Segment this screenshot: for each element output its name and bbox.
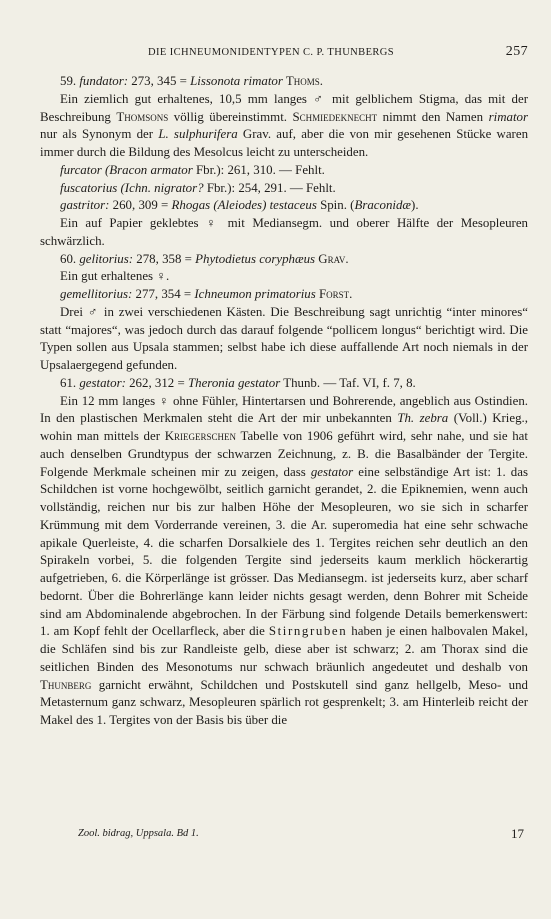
entry-gemellitorius [40, 286, 528, 304]
author-name: Forst. [315, 287, 353, 301]
species-name: fundator: [79, 74, 129, 88]
reference: 260, 309 = [109, 198, 172, 213]
author-name: Kriegerschen [164, 429, 237, 443]
text: eine selbständige Art ist: 1. das Schildchen ist vorne hochgewölbt, seitlich garnicht gerandet, 2. die Epiknemien, wenn auch vollständig, reichen nur bis zur halben Höhe der Mesopleuren, wo sie sich in scharfer Krümmung mit dem Vorderrande vereinen, 3. die Ar. superomedia hat eine sehr schwache apikale Querleiste, 4. die scharfen Dorsalkiele des 1. Tergites reichen sehr deutlich an den Spirakeln vorbei, 5. die folgenden Tergite sind jederseits kaum merklich höckerartig aufgetrieben, 6. die Körperlänge ist grösser. Das Mediansegm. ist jederseits kurz, aber scharf bedornt. Über die Bohrerlänge kann leider nichts gesagt werden, denn Bohrer mit Scheide sind am Abdominalende abgebrochen. In der Färbung sind folgende Details bemerkenswert: 1. am Kopf fehlt der Ocellarfleck, aber die [40, 464, 528, 639]
reference: 273, 345 = [128, 74, 191, 88]
species-name: Th. zebra [397, 411, 449, 426]
journal-citation: Zool. bidrag, Uppsala. Bd 1. [78, 828, 199, 839]
text: haben je einen halbovalen Makel, die Schläfen sind bis zur Randleiste gelb, diese aber ist schwarz; 2. am Thorax sind die seitlichen Binden des Mesonotums nur schwach bräunlich angedeutet und deshalb von [40, 624, 528, 674]
family-name: Braconidæ [354, 198, 412, 213]
species-name: furcator (Bracon armator [60, 162, 193, 177]
text: garnicht erwähnt, Schildchen und Postskutell sind ganz hellgelb, Meso- und Metasternum ganz schwarz, Mesopleuren spärlich rot gesprenkelt; 3. am Hinterleib reicht der Makel des 1. Tergites von der Basis bis über die [40, 677, 528, 727]
entry-gastritor-text [40, 215, 528, 251]
entry-number: 60. [60, 251, 80, 266]
spaced-term: Stirngruben [268, 624, 348, 639]
text: Ein gut erhaltenes ♀. [60, 269, 170, 284]
text: Tabelle von 1906 geführt wird, sehr nahe, und sie hat auch denselben Grundtypus der schwarzen Zeichnung, z. B. die Basalbänder der Tergite. Folgende Merkmale scheinen mir zu zeigen, dass [40, 429, 528, 479]
species-name: gelitorius: [79, 251, 134, 266]
text: Fbr.): 261, 310. — Fehlt. [192, 162, 325, 177]
author-name: Schmiedeknecht [292, 109, 378, 124]
plate-reference: Thunb. — Taf. VI, f. 7, 8. [280, 375, 416, 390]
synonym-name: Phytodietus coryphæus [195, 251, 316, 266]
entry-61-text [40, 393, 528, 730]
page-header [40, 44, 528, 60]
signature-mark: 17 [511, 826, 524, 841]
entry-number: 59. [60, 74, 80, 88]
text: nur als Synonym der [40, 127, 159, 142]
text: Ein ziemlich gut erhaltenes, 10,5 mm langes ♂ mit gelblichem Stigma, das mit der Beschreibung [40, 91, 528, 124]
text: Grav. auf, aber die von mir gesehenen Stücke waren immer durch die Bildung des Mesolcus leicht zu unterscheiden. [40, 127, 529, 159]
synonym-name: Theronia gestator [187, 375, 281, 390]
text: Fbr.): 254, 291. — Fehlt. [203, 180, 336, 195]
text: Drei ♂ in zwei verschiedenen Kästen. Die Beschreibung sagt unrichtig “inter minores“ statt “majores“, was jedoch durch das darauf folgende “pollicem longus“ berichtigt wird. Die Typen sollen aus Upsala stammen; selbst habe ich diese auffallende Art noch niemals in der Upsalaergegend gefunden. [40, 304, 528, 372]
author-name: Spin. ( [316, 198, 355, 213]
species-name: gestator: [79, 375, 126, 390]
reference: 278, 358 = [133, 251, 196, 266]
entry-59 [40, 73, 528, 91]
author-name: Grav. [315, 251, 349, 266]
author-name: Thoms. [282, 74, 323, 88]
species-name: gestator [310, 464, 354, 479]
author-name: Thomsons [116, 109, 169, 124]
reference: 277, 354 = [132, 287, 195, 301]
author-name: Thunberg [40, 677, 92, 692]
synonym-name: Ichneumon primatorius [194, 287, 316, 301]
page-footer [40, 826, 528, 842]
page-number: 257 [505, 44, 528, 59]
entry-60 [40, 251, 528, 269]
species-name: gemellitorius: [60, 287, 133, 301]
text: ). [411, 198, 419, 213]
entry-59-text [40, 91, 528, 162]
page-body [40, 73, 528, 730]
text: Ein auf Papier geklebtes ♀ mit Mediansegm. und oberer Hälfte der Mesopleuren schwärzlich. [40, 216, 528, 248]
reference: 262, 312 = [125, 375, 188, 390]
text: (Voll.) Krieg., wohin man mittels der [40, 411, 529, 443]
synonym-name: Rhogas (Aleiodes) testaceus [171, 198, 317, 213]
species-name: gastritor: [60, 198, 110, 213]
species-name: L. sulphurifera [158, 127, 238, 142]
entry-61 [40, 375, 528, 393]
entry-furcator [40, 162, 528, 180]
entry-number: 61. [60, 375, 80, 390]
entry-60-text [40, 268, 528, 286]
entry-gastritor [40, 197, 528, 215]
species-name: fuscatorius (Ichn. nigrator? [60, 180, 204, 195]
synonym-name: Lissonota rimator [190, 74, 283, 88]
text: völlig übereinstimmt. [168, 109, 293, 124]
running-title: DIE ICHNEUMONIDENTYPEN C. P. THUNBERGS [148, 47, 395, 58]
species-name: rimator [488, 109, 528, 124]
text: Ein 12 mm langes ♀ ohne Fühler, Hintertarsen und Bohrerende, angeblich aus Ostindien. In den plastischen Merkmalen steht die Art der mir unbekannten [40, 393, 528, 426]
text: nimmt den Namen [377, 109, 489, 124]
entry-gemellitorius-text [40, 304, 528, 375]
entry-fuscatorius [40, 180, 528, 198]
